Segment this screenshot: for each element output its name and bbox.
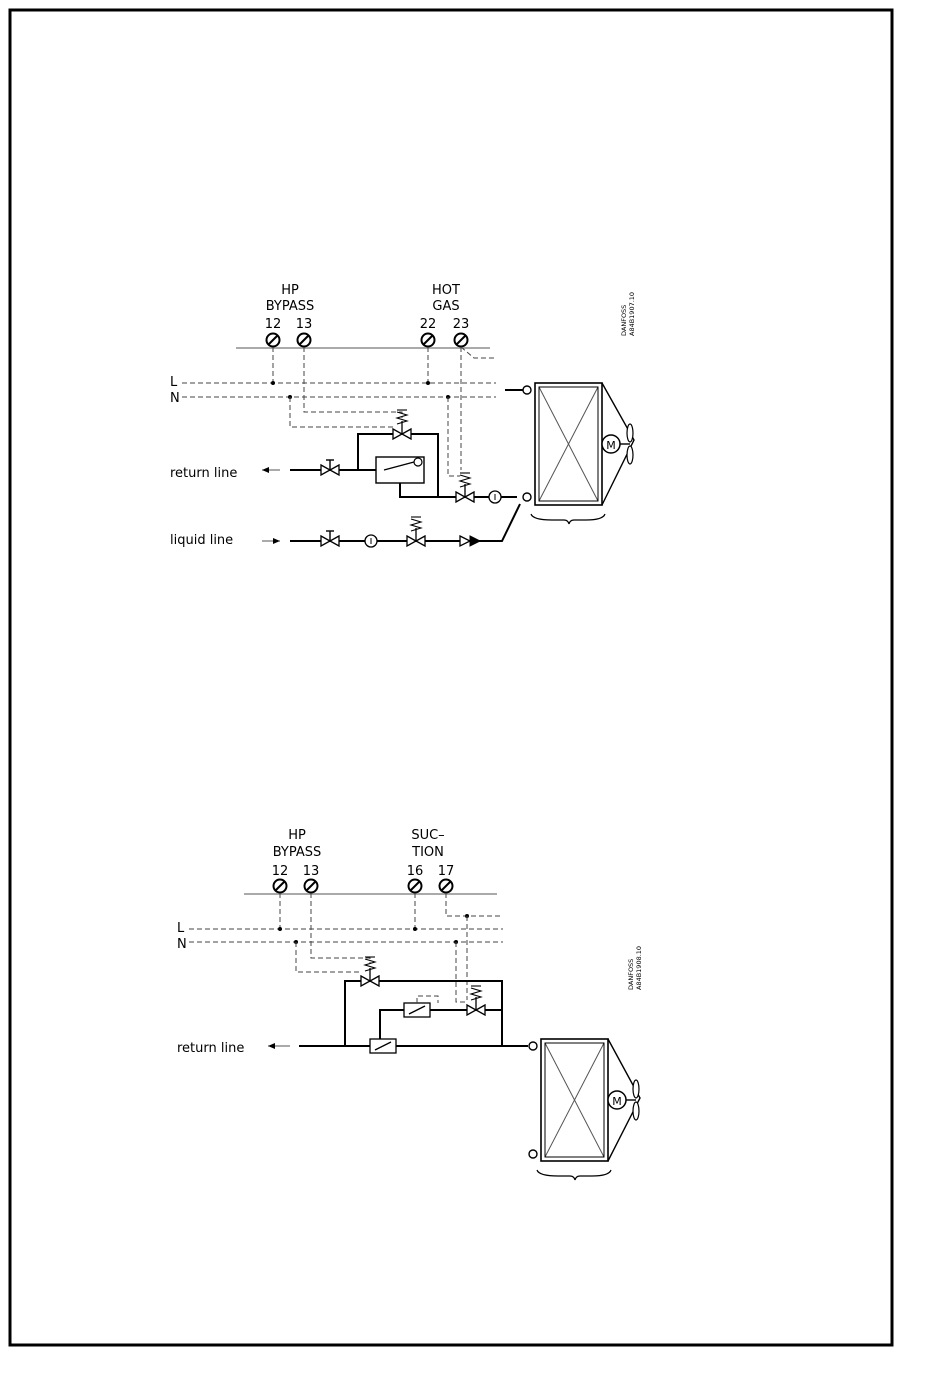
header-bypass: BYPASS [265, 299, 315, 314]
bypass-solenoid-valve-icon [361, 957, 379, 986]
terminal-label-12: 12 [264, 317, 282, 332]
terminal-23-icon [455, 334, 468, 347]
header-bypass: BYPASS [272, 845, 322, 860]
liquid-sightglass-icon [365, 535, 377, 547]
terminal-12-icon [267, 334, 280, 347]
ref-code: A84B1908.10 [635, 945, 643, 990]
terminal-13-icon [298, 334, 311, 347]
terminal-12-icon [274, 880, 287, 893]
header-gas: GAS [432, 299, 460, 314]
sightglass-icon [489, 491, 501, 503]
return-line-label: return line [177, 1041, 245, 1056]
bypass-solenoid-valve-icon [393, 410, 411, 439]
ref-code: A84B1907.10 [628, 291, 636, 336]
line-l-label: L [177, 921, 185, 936]
terminal-label-13: 13 [302, 864, 320, 879]
hotgas-solenoid-valve-icon [456, 473, 474, 502]
terminal-label-13: 13 [295, 317, 313, 332]
header-hot: HOT [432, 283, 460, 298]
line-n-label: N [177, 937, 187, 952]
terminal-label-23: 23 [452, 317, 470, 332]
return-line-label: return line [170, 466, 238, 481]
header-suc: SUC– [411, 828, 445, 843]
terminal-label-22: 22 [419, 317, 437, 332]
header-tion: TION [412, 845, 444, 860]
liquid-line-label: liquid line [170, 533, 234, 548]
suction-solenoid-valve-icon [467, 986, 485, 1015]
line-l-label: L [170, 375, 178, 390]
diagram-1 [170, 283, 636, 548]
page-border [10, 10, 892, 1345]
terminal-label-16: 16 [406, 864, 424, 879]
svg-text:M: M [606, 439, 616, 452]
header-hp: HP [281, 283, 299, 298]
terminal-22-icon [422, 334, 435, 347]
svg-text:M: M [612, 1095, 622, 1108]
terminal-16-icon [409, 880, 422, 893]
ref-danfoss: DANFOSS [627, 958, 635, 990]
header-hp: HP [288, 828, 306, 843]
terminal-label-12: 12 [271, 864, 289, 879]
terminal-label-17: 17 [437, 864, 455, 879]
liquid-solenoid-valve-icon [407, 517, 425, 546]
diagram-2 [177, 828, 643, 1180]
line-n-label: N [170, 391, 180, 406]
terminal-13-icon [305, 880, 318, 893]
terminal-17-icon [440, 880, 453, 893]
ref-danfoss: DANFOSS [620, 304, 628, 336]
check-valve-icon [460, 536, 480, 546]
